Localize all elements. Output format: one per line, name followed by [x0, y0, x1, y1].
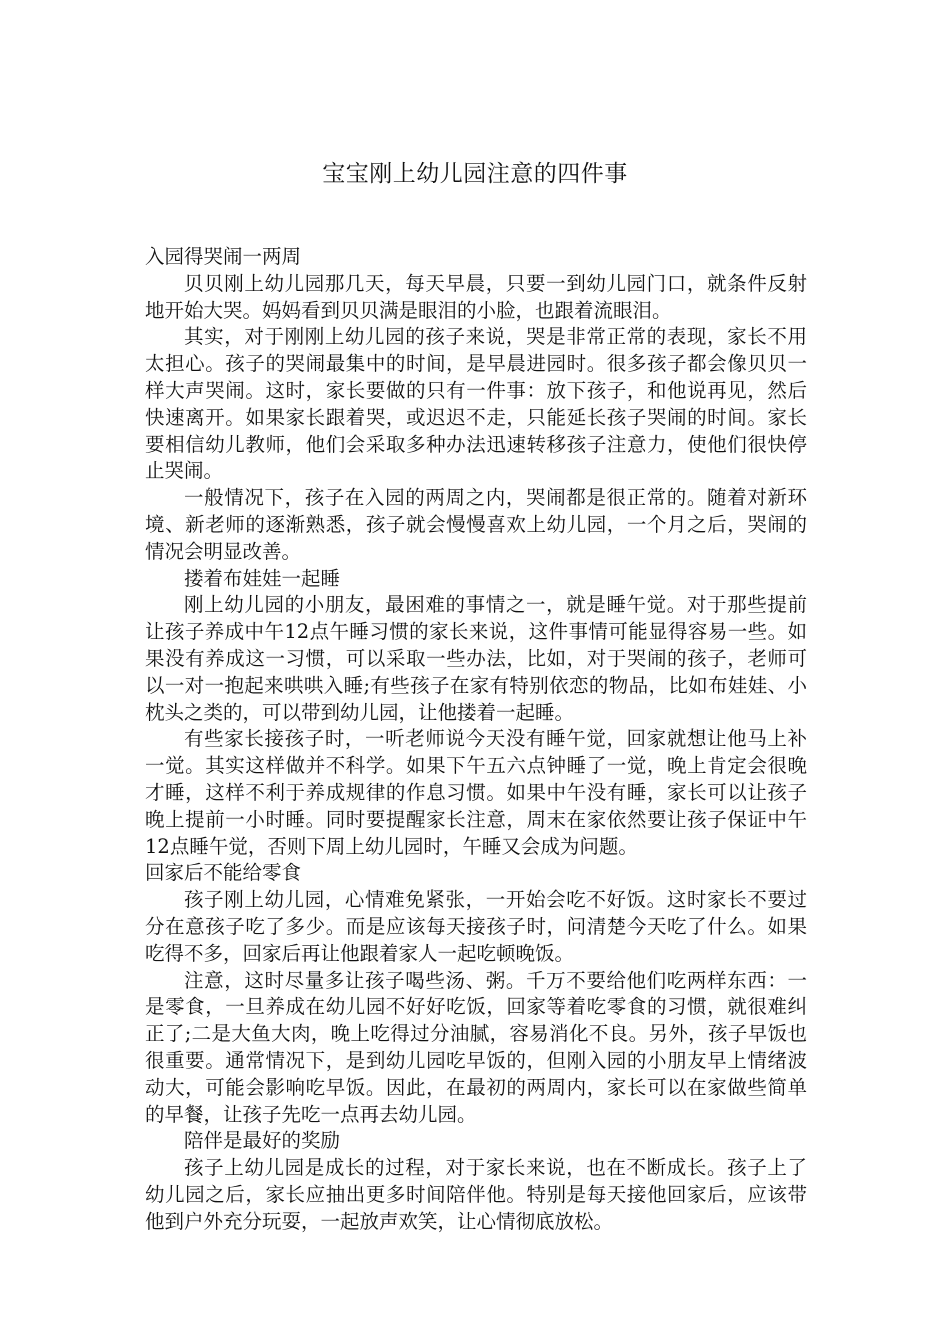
- section-heading: 陪伴是最好的奖励: [184, 1129, 341, 1153]
- section-heading: 回家后不能给零食: [145, 861, 302, 885]
- paragraph: 其实，对于刚刚上幼儿园的孩子来说，哭是非常正常的表现，家长不用太担心。孩子的哭闹最集中的时间，是早晨进园时。很多孩子都会像贝贝一样大声哭闹。这时，家长要做的只有一件事：放下孩子，和他说再见，然后快速离开。如果家长跟着哭，或迟迟不走，只能延长孩子哭闹的时间。家长要相信幼儿教师，他们会采取多种办法迅速转移孩子注意力，使他们很快停止哭闹。: [145, 325, 807, 483]
- section-heading: 入园得哭闹一两周: [145, 245, 302, 268]
- document-title: 宝宝刚上幼儿园注意的四件事: [322, 161, 628, 187]
- paragraph: 注意，这时尽量多让孩子喝些汤、粥。千万不要给他们吃两样东西：一是零食，一旦养成在幼儿园不好好吃饭，回家等着吃零食的习惯，就很难纠正了;二是大鱼大肉，晚上吃得过分油腻，容易消化不良。另外，孩子早饭也很重要。通常情况下，是到幼儿园吃早饭的，但刚入园的小朋友早上情绪波动大，可能会影响吃早饭。因此，在最初的两周内，家长可以在家做些简单的早餐，让孩子先吃一点再去幼儿园。: [145, 968, 807, 1126]
- section-heading: 搂着布娃娃一起睡: [184, 566, 341, 590]
- paragraph: 孩子上幼儿园是成长的过程，对于家长来说，也在不断成长。孩子上了幼儿园之后，家长应抽出更多时间陪伴他。特别是每天接他回家后，应该带他到户外充分玩耍，一起放声欢笑，让心情彻底放松。: [145, 1156, 807, 1233]
- paragraph: 刚上幼儿园的小朋友，最困难的事情之一，就是睡午觉。对于那些提前让孩子养成中午12点午睡习惯的家长来说，这件事情可能显得容易一些。如果没有养成这一习惯，可以采取一些办法，比如，对于哭闹的孩子，老师可以一对一抱起来哄哄入睡;有些孩子在家有特别依恋的物品，比如布娃娃、小枕头之类的，可以带到幼儿园，让他搂着一起睡。: [145, 593, 807, 724]
- paragraph: 一般情况下，孩子在入园的两周之内，哭闹都是很正常的。随着对新环境、新老师的逐渐熟悉，孩子就会慢慢喜欢上幼儿园，一个月之后，哭闹的情况会明显改善。: [145, 486, 807, 563]
- paragraph: 孩子刚上幼儿园，心情难免紧张，一开始会吃不好饭。这时家长不要过分在意孩子吃了多少。而是应该每天接孩子时，问清楚今天吃了什么。如果吃得不多，回家后再让他跟着家人一起吃顿晚饭。: [145, 888, 807, 965]
- paragraph: 贝贝刚上幼儿园那几天，每天早晨，只要一到幼儿园门口，就条件反射地开始大哭。妈妈看到贝贝满是眼泪的小脸，也跟着流眼泪。: [145, 271, 807, 322]
- document-body: [145, 244, 807, 1235]
- paragraph: 有些家长接孩子时，一听老师说今天没有睡午觉，回家就想让他马上补一觉。其实这样做并不科学。如果下午五六点钟睡了一觉，晚上肯定会很晚才睡，这样不利于养成规律的作息习惯。如果中午没有睡，家长可以让孩子晚上提前一小时睡。同时要提醒家长注意，周末在家依然要让孩子保证中午12点睡午觉，否则下周上幼儿园时，午睡又会成为问题。: [145, 727, 807, 858]
